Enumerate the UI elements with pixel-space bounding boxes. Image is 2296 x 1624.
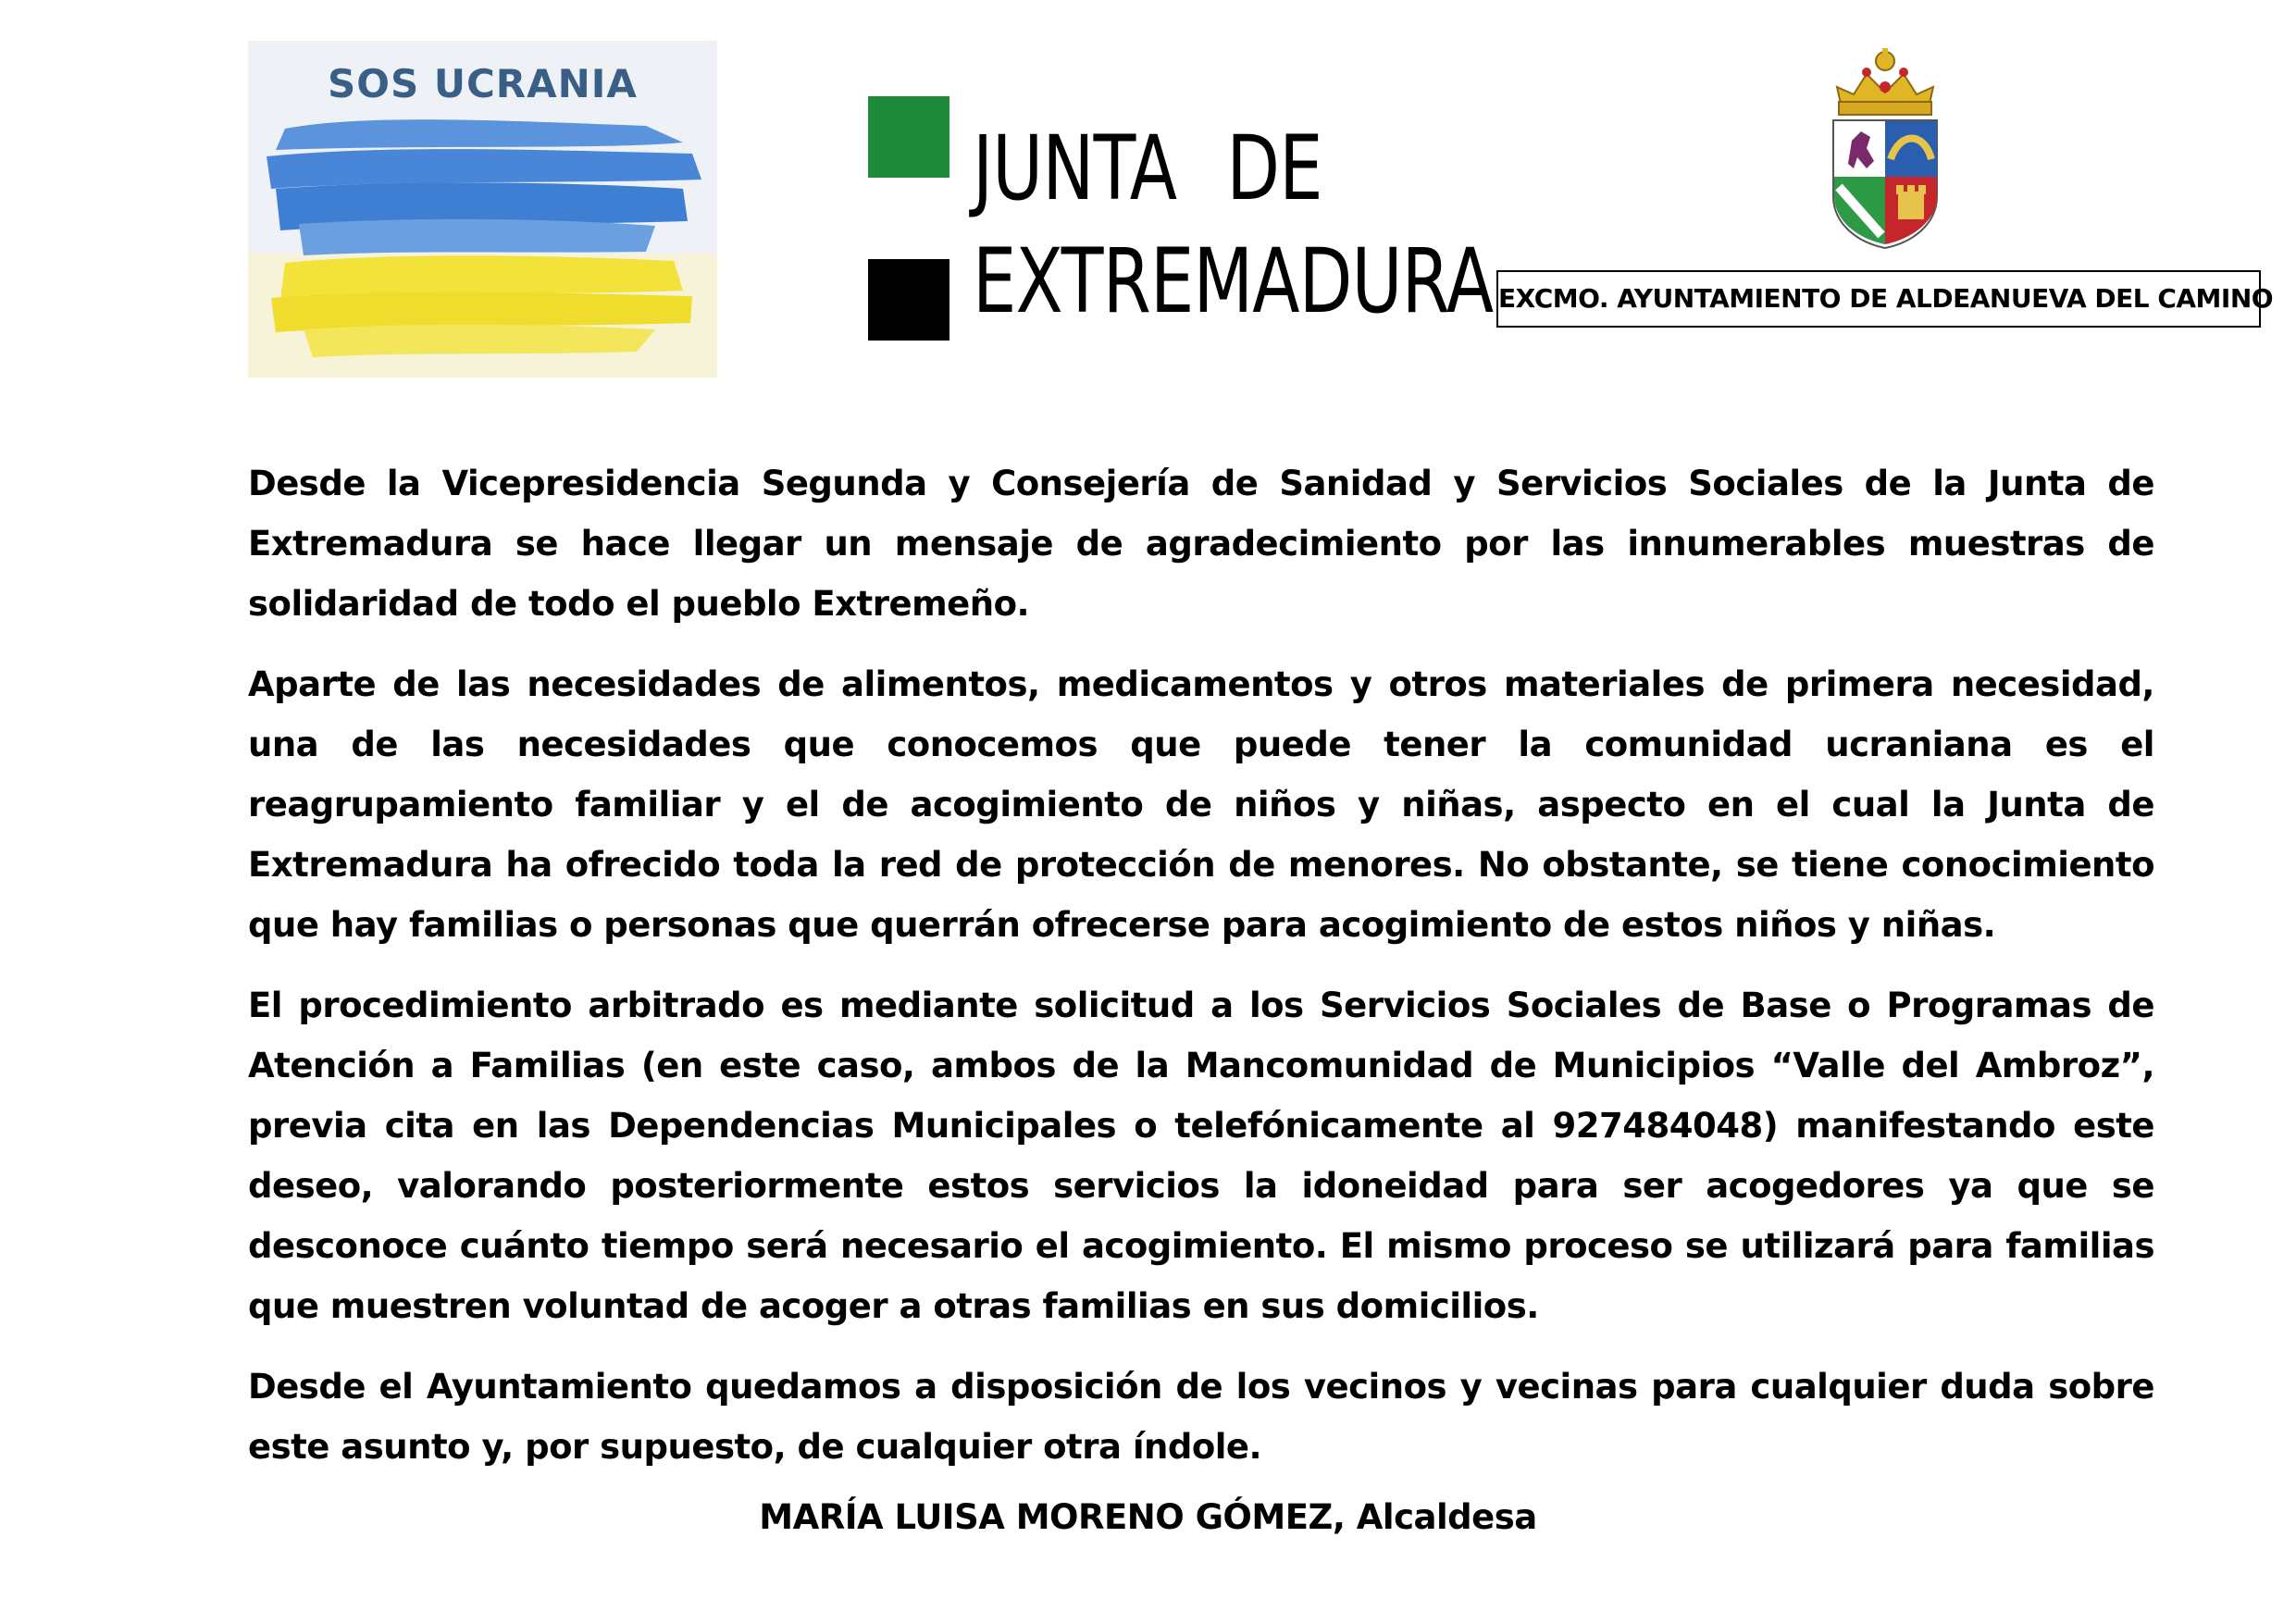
paragraph-1: Desde la Vicepresidencia Segunda y Consejería de Sanidad y Servicios Sociales de la Junta de Extremadura se hace llegar un mensaje de agradecimiento por las innumerables muestras de solidaridad de todo el pueblo Extremeño.: [248, 464, 2154, 624]
paragraph-4: Desde el Ayuntamiento quedamos a disposición de los vecinos y vecinas para cualquier duda sobre este asunto y, por supuesto, de cualquier otra índole.: [248, 1367, 2154, 1467]
sos-ucrania-logo: [248, 41, 717, 378]
junta-logo-line1: JUNTA DE: [973, 117, 1322, 220]
black-square-icon: [868, 259, 949, 341]
junta-logo-line2: EXTREMADURA: [973, 229, 1494, 333]
body-text: [248, 453, 2154, 1497]
ayuntamiento-label: EXCMO. AYUNTAMIENTO DE ALDEANUEVA DEL CAMINO: [1496, 270, 2261, 328]
sos-logo-title: SOS UCRANIA: [328, 61, 638, 106]
paragraph-2: Aparte de las necesidades de alimentos, medicamentos y otros materiales de primera necesidad, una de las necesidades que conocemos que puede tener la comunidad ucraniana es el reagrupamiento familiar y el de acogimiento de niños y niñas, aspecto en el cual la Junta de Extremadura ha ofrecido toda la red de protección de menores. No obstante, se tiene conocimiento que hay familias o personas que querrán ofrecerse para acogimiento de estos niños y niñas.: [248, 664, 2154, 945]
signature: MARÍA LUISA MORENO GÓMEZ, Alcaldesa: [759, 1497, 1537, 1537]
coat-of-arms-icon: [1820, 39, 1950, 252]
green-square-icon: [868, 96, 949, 178]
junta-extremadura-logo: [868, 96, 1494, 342]
paragraph-3: El procedimiento arbitrado es mediante solicitud a los Servicios Sociales de Base o Programas de Atención a Familias (en este caso, ambos de la Mancomunidad de Municipios “Valle del Ambroz”, previa cita en las Dependencias Municipales o telefónicamente al 927484048) manifestando este deseo, valorando posteriormente estos servicios la idoneidad para ser acogedores ya que se desconoce cuánto tiempo será necesario el acogimiento. El mismo proceso se utilizará para familias que muestren voluntad de acoger a otras familias en sus domicilios.: [248, 986, 2154, 1326]
